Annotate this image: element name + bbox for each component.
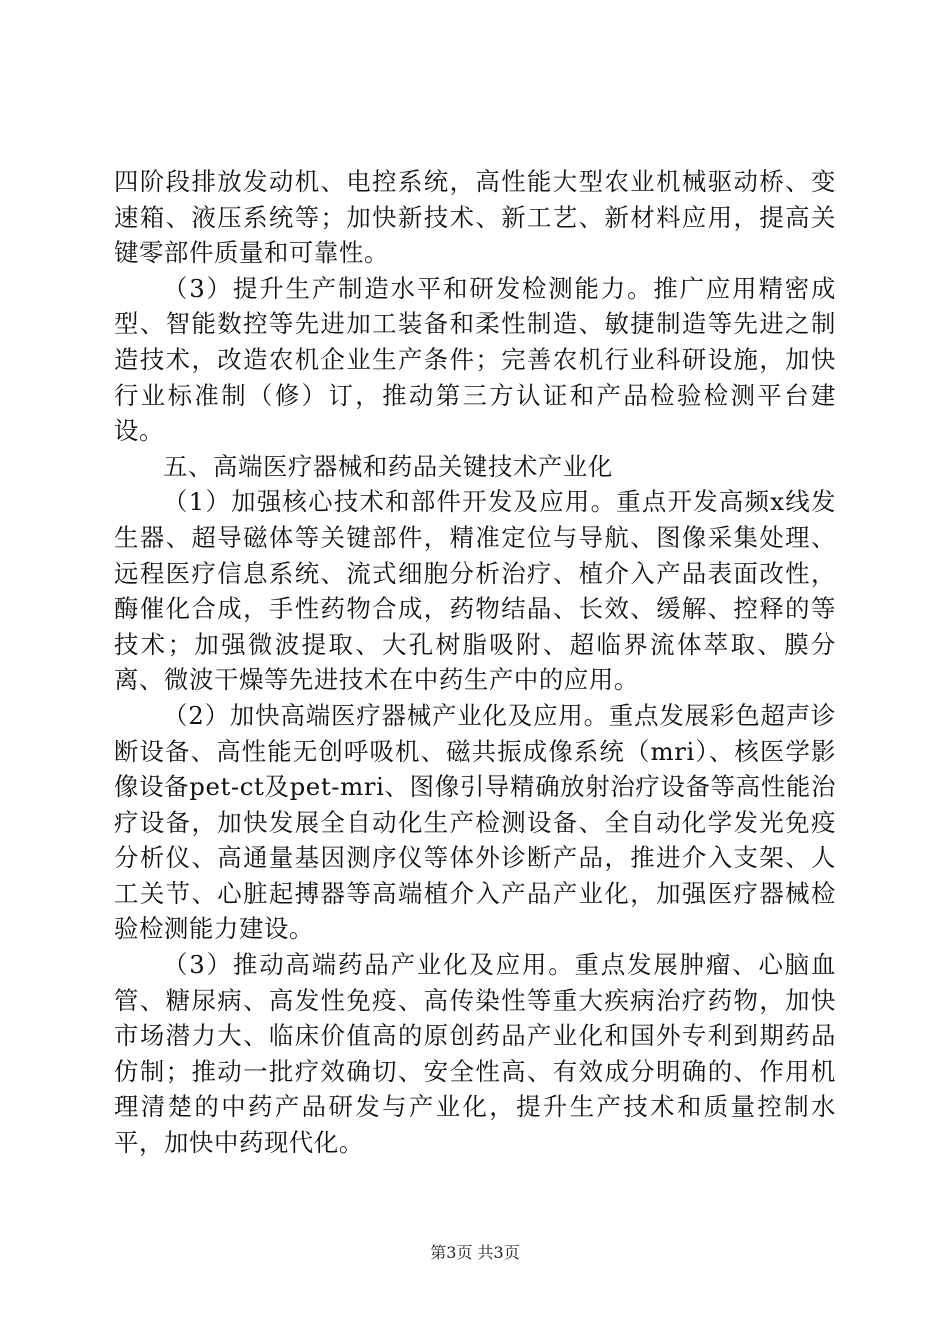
paragraph-3: （1）加强核心技术和部件开发及应用。重点开发高频x线发生器、超导磁体等关键部件，精准定位与导航、图像采集处理、远程医疗信息系统、流式细胞分析治疗、植介入产品表面改性，酶催化合成，手性药物合成，药物结晶、长效、缓解、控释的等技术；加强微波提取、大孔树脂吸附、超临界流体萃取、膜分离、微波干燥等先进技术在中药生产中的应用。: [114, 487, 836, 695]
paragraph-5: （3）推动高端药品产业化及应用。重点发展肿瘤、心脑血管、糖尿病、高发性免疫、高传染性等重大疾病治疗药物，加快市场潜力大、临床价值高的原创药品产业化和国外专利到期药品仿制；推动一批疗效确切、安全性高、有效成分明确的、作用机理清楚的中药产品研发与产业化，提升生产技术和质量控制水平，加快中药现代化。: [114, 950, 836, 1158]
page-footer: [0, 1243, 950, 1263]
section-heading: 五、高端医疗器械和药品关键技术产业化: [163, 451, 613, 481]
page-number-label: 第3页 共3页: [430, 1243, 520, 1262]
paragraph-2: （3）提升生产制造水平和研发检测能力。推广应用精密成型、智能数控等先进加工装备和柔性制造、敏捷制造等先进之制造技术，改造农机企业生产条件；完善农机行业科研设施，加快行业标准制（修）订，推动第三方认证和产品检验检测平台建设。: [114, 273, 836, 446]
paragraph-1: 四阶段排放发动机、电控系统，高性能大型农业机械驱动桥、变速箱、液压系统等；加快新技术、新工艺、新材料应用，提高关键零部件质量和可靠性。: [114, 167, 836, 268]
document-body: [114, 164, 836, 1161]
paragraph-4: （2）加快高端医疗器械产业化及应用。重点发展彩色超声诊断设备、高性能无创呼吸机、磁共振成像系统（mri）、核医学影像设备pet-ct及pet-mri、图像引导精确放射治疗设备等高性能治疗设备，加快发展全自动化生产检测设备、全自动化学发光免疫分析仪、高通量基因测序仪等体外诊断产品，推进介入支架、人工关节、心脏起搏器等高端植介入产品产业化，加强医疗器械检验检测能力建设。: [114, 700, 836, 944]
